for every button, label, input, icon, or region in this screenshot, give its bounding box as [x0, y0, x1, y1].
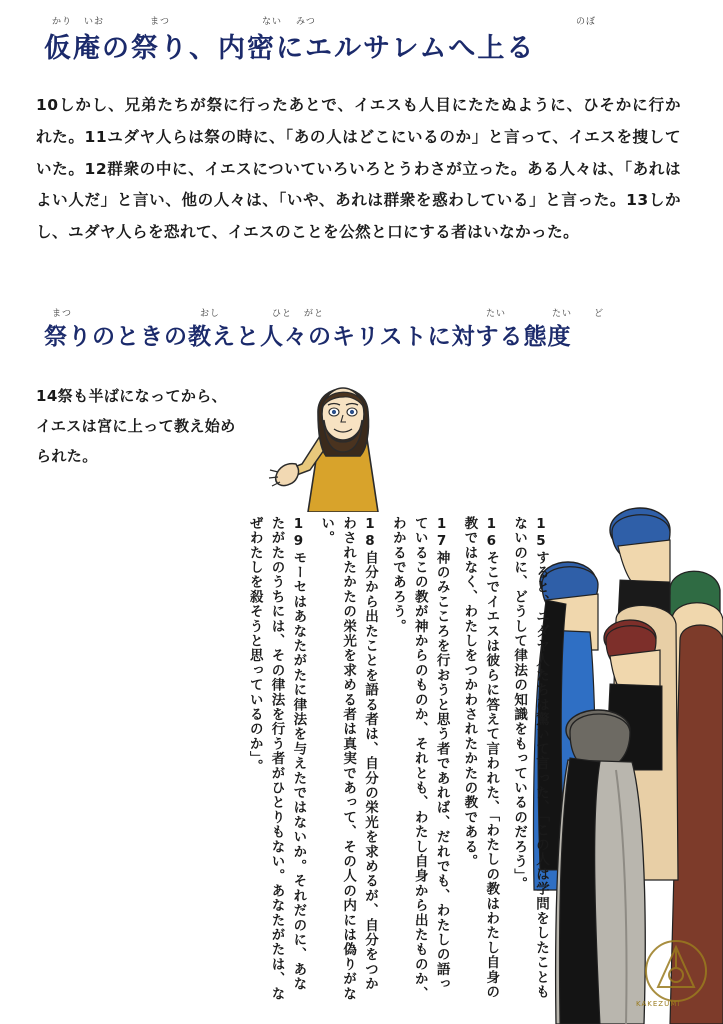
furigana-mitsu: みつ [296, 17, 316, 27]
furigana-gato: がと [304, 309, 325, 319]
furigana-matsu-2: まつ [52, 309, 73, 319]
furigana-tai: たい [486, 309, 507, 319]
furigana-oshi: おし [200, 309, 221, 319]
furigana-taido-2: ど [594, 309, 605, 319]
furigana-kari: かり [52, 17, 73, 27]
furigana-matsu: まつ [150, 17, 171, 27]
vertical-column-verse-15: 15すると、ユダヤ人たちは驚いて言った、「この人は学問をしたこともないのに、どうして律法の知識をもっているのだろう」。 [511, 516, 549, 1000]
furigana-nobo: のぼ [576, 17, 597, 27]
furigana-hito: ひと [272, 309, 293, 319]
furigana-nai: ない [262, 17, 283, 27]
vertical-text-block [24, 516, 554, 1016]
furigana-io: いお [84, 17, 105, 27]
vertical-column-verse-16: 16そこでイエスは彼らに答えて言われた、「わたしの教はわたし自身の教ではなく、わたしをつかわされたかたの教である。 [461, 516, 500, 1000]
vertical-column-verse-19: 19モーセはあなたがたに律法を与えたではないか。それだのに、あなたがたのうちには、その律法を行う者がひとりもない。あなたがたは、なぜわたしを殺そうと思っているのか」。 [246, 516, 307, 1002]
vertical-column-verse-17: 17神のみこころを行おうと思う者であれば、だれでも、わたしの語っているこの教が神からのものか、それとも、わたし自身から出たものか、わかるであろう。 [389, 516, 450, 1002]
jesus-illustration [262, 372, 422, 512]
watermark-label: KAKEZUMI [636, 1000, 681, 1008]
page-title: 仮庵の祭り、内密にエルサレムへ上る [44, 33, 536, 64]
paragraph-verse-14: 14祭も半ばになってから、イエスは宮に上って教え始められた。 [36, 387, 236, 465]
section-title: 祭りのときの教えと人々のキリストに対する態度 [44, 324, 572, 350]
furigana-taido-1: たい [552, 309, 573, 319]
vertical-column-verse-18: 18自分から出たことを語る者は、自分の栄光を求めるが、自分をつかわされたかたの栄光を求める者は真実であって、その人の内には偽りがない。 [318, 516, 378, 1002]
paragraph-verses-10-13: 10しかし、兄弟たちが祭に行ったあとで、イエスも人目にたたぬように、ひそかに行かれた。11ユダヤ人らは祭の時に、「あの人はどこにいるのか」と言って、イエスを捜していた。12群衆の中に、イエスについていろいろとうわさが立った。ある人々は、「あれはよい人だ」と言い、他の人々は、「いや、あれは群衆を惑わしている」と言った。13しかし、ユダヤ人らを恐れて、イエスのことを公然と口にする者はいなかった。 [36, 96, 681, 242]
watermark-logo-icon [640, 935, 712, 1007]
